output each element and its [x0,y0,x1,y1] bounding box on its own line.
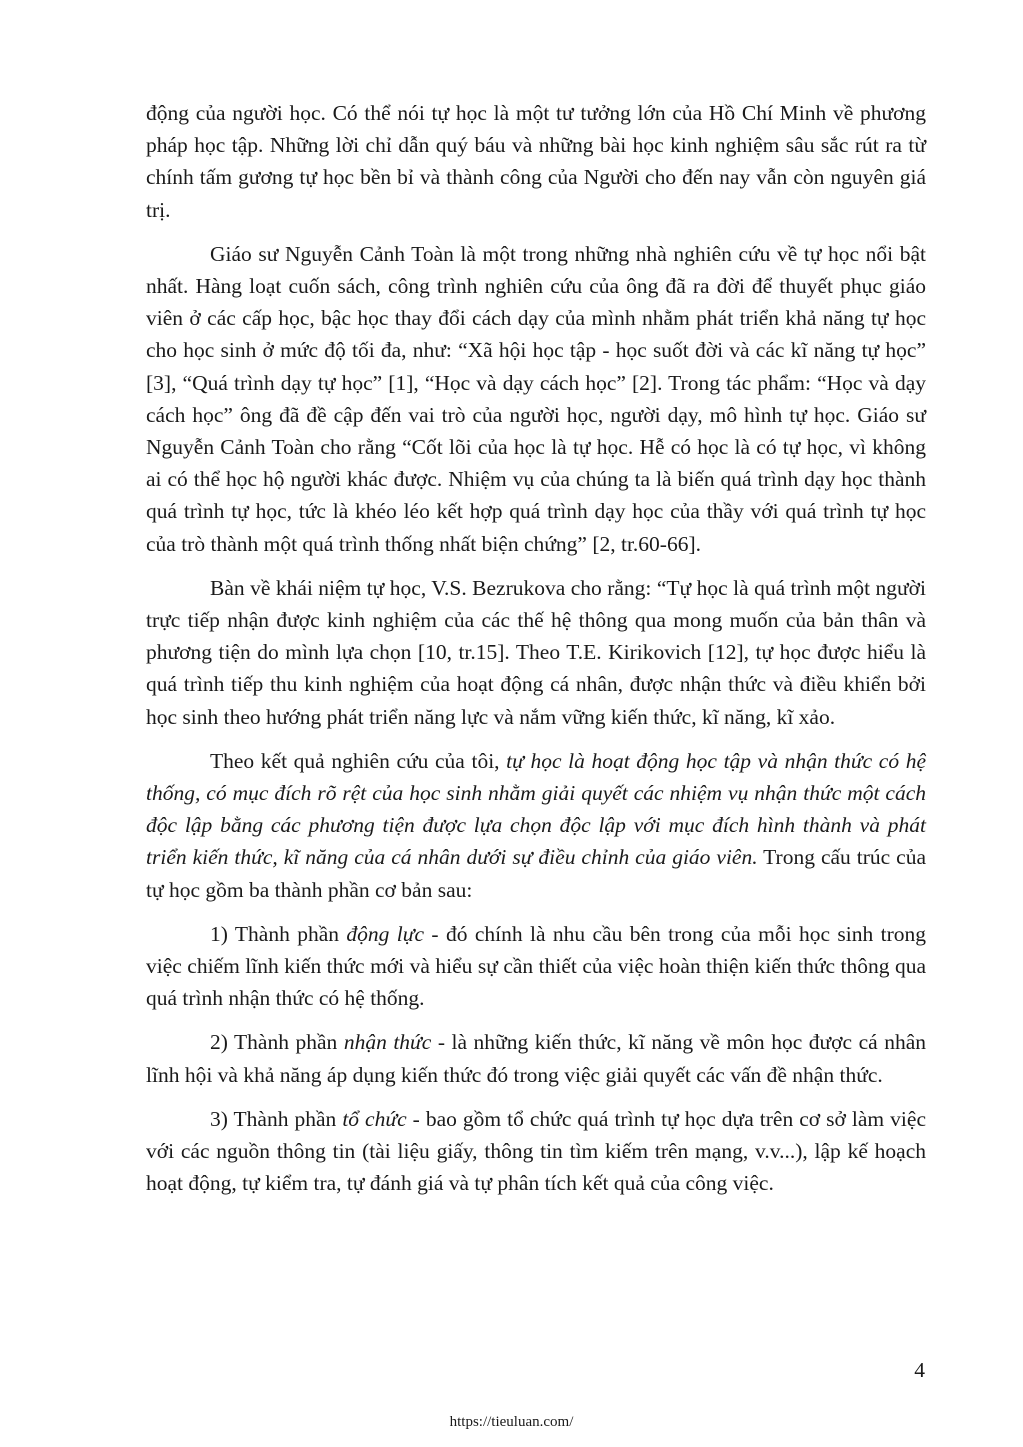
paragraph-text: Theo kết quả nghiên cứu của tôi, [210,748,507,773]
document-body [146,97,926,1212]
paragraph-text: 3) Thành phần [210,1106,343,1131]
paragraph-text: 2) Thành phần [210,1030,344,1055]
cognition-term-italic: nhận thức [343,1030,432,1055]
paragraph-text: Bàn về khái niệm tự học, V.S. Bezrukova cho rằng: “Tự học là quá trình một người trực tiếp nhận được kinh nghiệm của các thế hệ thông qua mong muốn của bản thân và phương tiện do mình lựa chọn [10, tr.15]. Theo T.E. Kirikovich [12], tự học được hiểu là quá trình tiếp thu kinh nghiệm của hoạt động cá nhân, được nhận thức và điều khiển bởi học sinh theo hướng phát triển năng lực và nắm vững kiến thức, kĩ năng, kĩ xảo. [146,575,926,729]
paragraph-5 [146,918,926,1015]
organization-term-italic: tổ chức [342,1106,407,1131]
motivation-term-italic: động lực [346,921,425,946]
paragraph-text: 1) Thành phần [210,921,347,946]
paragraph-1 [146,97,926,226]
page-number: 4 [914,1358,925,1382]
paragraph-2 [146,238,926,560]
self-study-definition-italic: tự học là hoạt động học tập và nhận thức có hệ thống, có mục đích rõ rệt của học sinh nhằm giải quyết các nhiệm vụ nhận thức một cách độc lập bằng các phương tiện được lựa chọn độc lập với mục đích hình thành và phát triển kiến thức, kĩ năng của cá nhân dưới sự điều chỉnh của giáo viên. [146,748,926,870]
paragraph-6 [146,1026,926,1090]
paragraph-text: - đó chính là nhu cầu bên trong của mỗi học sinh trong việc chiếm lĩnh kiến thức mới và hiểu sự cần thiết của việc hoàn thiện kiến thức thông qua quá trình nhận thức có hệ thống. [146,921,926,1011]
paragraph-text: - là những kiến thức, kĩ năng về môn học được cá nhân lĩnh hội và khả năng áp dụng kiến thức đó trong việc giải quyết các vấn đề nhận thức. [146,1030,926,1087]
paragraph-text: Trong cấu trúc của tự học gồm ba thành phần cơ bản sau: [146,845,927,902]
footer-url[interactable]: https://tieuluan.com/ [449,1414,574,1430]
paragraph-7 [146,1103,926,1200]
paragraph-text: Giáo sư Nguyễn Cảnh Toàn là một trong những nhà nghiên cứu về tự học nổi bật nhất. Hàng loạt cuốn sách, công trình nghiên cứu của ông đã ra đời để thuyết phục giáo viên ở các cấp học, bậc học thay đổi cách dạy của mình nhằm phát triển khả năng tự học cho học sinh ở mức độ tối đa, như: “Xã hội học tập - học suốt đời và các kĩ năng tự học” [3], “Quá trình dạy tự học” [1], “Học và dạy cách học” [2]. Trong tác phẩm: “Học và dạy cách học” ông đã đề cập đến vai trò của người học, người dạy, mô hình tự học. Giáo sư Nguyễn Cảnh Toàn cho rằng “Cốt lõi của học là tự học. Hễ có học là có tự học, vì không ai có thể học hộ người khác được. Nhiệm vụ của chúng ta là biến quá trình dạy học thành quá trình tự học, tức là khéo léo kết hợp quá trình dạy học của thầy với quá trình tự học của trò thành một quá trình thống nhất biện chứng” [2, tr.60-66]. [146,241,926,556]
paragraph-4 [146,745,926,906]
paragraph-text: - bao gồm tổ chức quá trình tự học dựa trên cơ sở làm việc với các nguồn thông tin (tài liệu giấy, thông tin tìm kiếm trên mạng, v.v...), lập kế hoạch hoạt động, tự kiểm tra, tự đánh giá và tự phân tích kết quả của công việc. [146,1106,926,1196]
paragraph-3 [146,572,926,733]
paragraph-text: động của người học. Có thể nói tự học là một tư tưởng lớn của Hồ Chí Minh về phương pháp học tập. Những lời chỉ dẫn quý báu và những bài học kinh nghiệm sâu sắc rút ra từ chính tấm gương tự học bền bỉ và thành công của Người cho đến nay vẫn còn nguyên giá trị. [146,101,926,222]
